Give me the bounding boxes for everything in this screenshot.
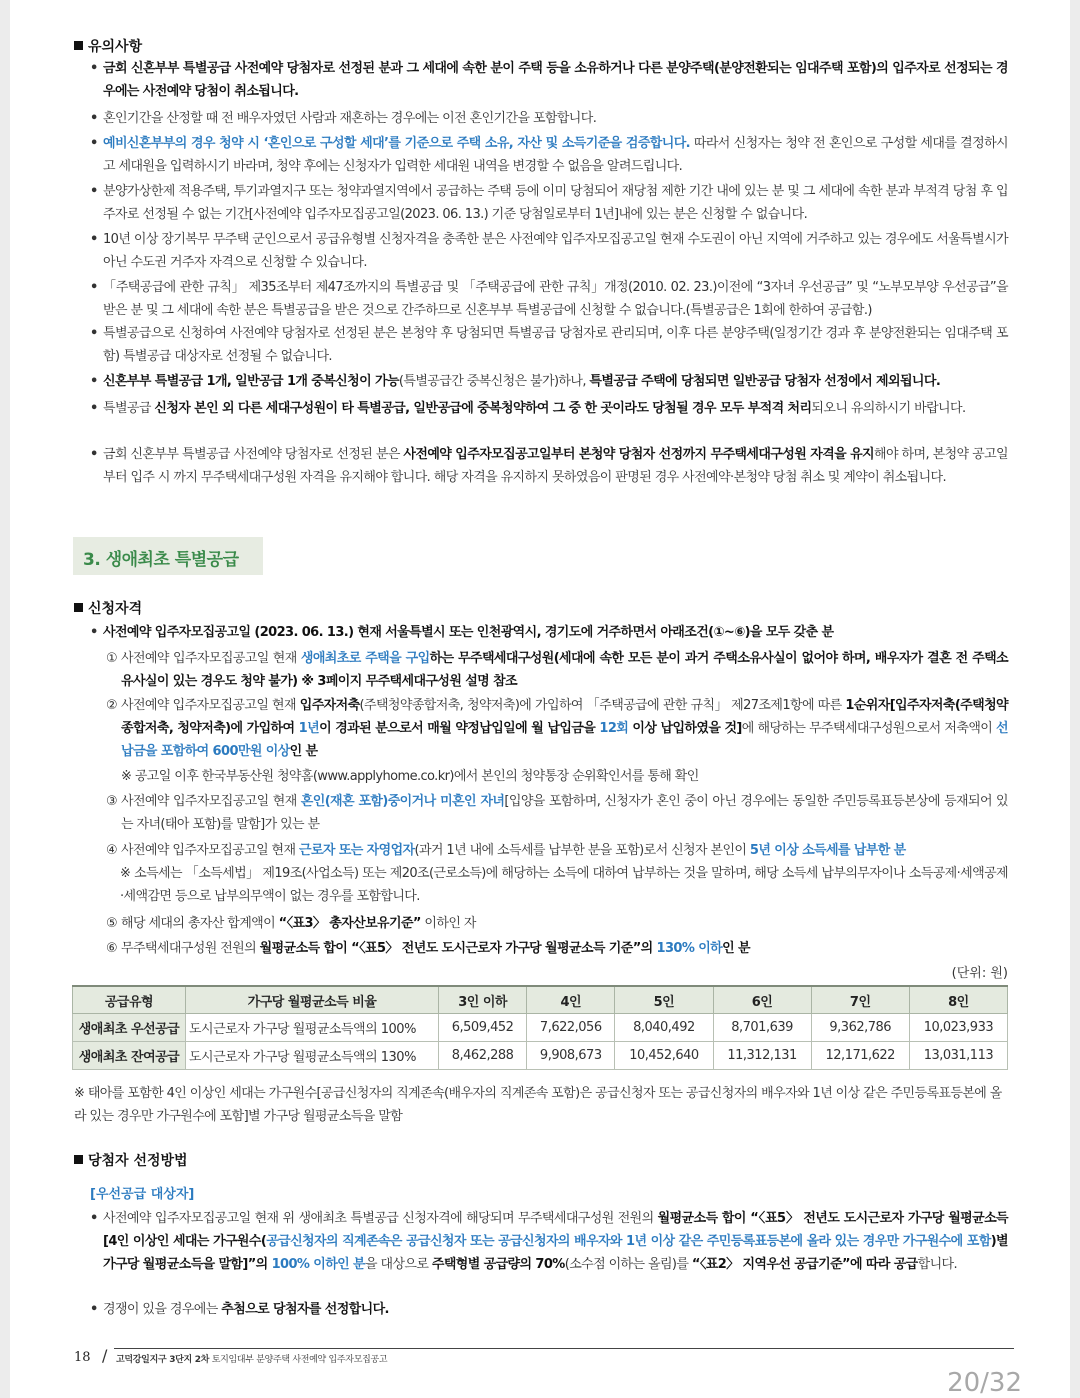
caution-item: • 예비신혼부부의 경우 청약 시 ‘혼인으로 구성할 세대’를 기준으로 주택 소유, 자산 및 소득기준을 검증합니다. 따라서 신청자는 청약 전 혼인으로 구성할 세대를 결정하시고 세대원을 입력하시기 바라며, 청약 후에는 신청자가 입력한 세대원 내역을 변경할 수 없음을 알려드립니다. xyxy=(90,136,1008,174)
table-cell: 11,312,131 xyxy=(713,1042,811,1070)
header-cell: 7인 xyxy=(811,986,909,1014)
caution-item: • 금회 신혼부부 특별공급 사전예약 당첨자로 선정된 분은 사전예약 입주자모집공고일부터 본청약 당첨자 선정까지 무주택세대구성원 자격을 유지해야 하며, 본청약 공고일부터 입주 시 까지 무주택세대구성원 자격을 유지해야 합니다. 해당 자격을 유지하지 못하였음이 판명된 경우 사전예약·본청약 당첨 취소 및 계약이 취소됩니다. xyxy=(90,447,1008,485)
viewer-page-count: 20/32 xyxy=(947,1368,1022,1398)
condition-3: ③ 사전예약 입주자모집공고일 현재 혼인(재혼 포함)중이거나 미혼인 자녀[입양을 포함하며, 신청자가 혼인 중이 아닌 경우에는 동일한 주민등록표등본상에 등재되어 있는 자녀(태아 포함)를 말함]가 있는 분 xyxy=(106,794,1009,832)
condition-6: ⑥ 무주택세대구성원 전원의 월평균소득 합이 “〈표5〉 전년도 도시근로자 가구당 월평균소득 기준”의 130% 이하인 분 xyxy=(106,941,750,956)
unit-label: (단위: 원) xyxy=(951,966,1008,981)
header-cell: 6인 xyxy=(713,986,811,1014)
table-cell: 9,908,673 xyxy=(527,1042,615,1070)
table-header-row xyxy=(73,986,1008,1014)
header-cell: 가구당 월평균소득 비율 xyxy=(186,986,439,1014)
table-note: ※ 태아를 포함한 4인 이상인 세대는 가구원수[공급신청자의 직계존속(배우자의 직계존속 포함)은 공급신청자 또는 공급신청자의 배우자와 1년 이상 같은 주민등록표등본에 올라 있는 경우만 가구원수에 포함]별 가구당 월평균소득을 말함 xyxy=(74,1086,1002,1124)
footer-title: 고덕강일지구 3단지 2차 토지임대부 분양주택 사전예약 입주자모집공고 xyxy=(116,1355,388,1365)
header-cell: 5인 xyxy=(615,986,713,1014)
eligibility-lead: • 사전예약 입주자모집공고일 (2023. 06. 13.) 현재 서울특별시 또는 인천광역시, 경기도에 거주하면서 아래조건(①~⑥)을 모두 갖춘 분 xyxy=(90,625,834,640)
header-cell: 공급유형 xyxy=(73,986,186,1014)
row-ratio: 도시근로자 가구당 월평균소득액의 130% xyxy=(186,1042,439,1070)
page-footer xyxy=(74,1348,1014,1368)
header-cell: 4인 xyxy=(527,986,615,1014)
table-cell: 8,462,288 xyxy=(439,1042,527,1070)
row-type: 생애최초 우선공급 xyxy=(73,1014,186,1042)
selection-subheading: [우선공급 대상자] xyxy=(90,1187,195,1202)
table-cell: 8,701,639 xyxy=(713,1014,811,1042)
table-cell: 10,452,640 xyxy=(615,1042,713,1070)
caution-item: • 특별공급으로 신청하여 사전예약 당첨자로 선정된 분은 본청약 후 당첨되면 특별공급 당첨자로 관리되며, 이후 다른 분양주택(일정기간 경과 후 분양전환되는 임대주택 포함) 특별공급 대상자로 선정될 수 없습니다. xyxy=(90,326,1008,364)
condition-4: ④ 사전예약 입주자모집공고일 현재 근로자 또는 자영업자(과거 1년 내에 소득세를 납부한 분을 포함)로서 신청자 본인이 5년 이상 소득세를 납부한 분 xyxy=(106,843,906,858)
section-title: 3. 생애최초 특별공급 xyxy=(73,537,263,575)
caution-item: • 분양가상한제 적용주택, 투기과열지구 또는 청약과열지역에서 공급하는 주택 등에 이미 당첨되어 재당첨 제한 기간 내에 있는 분 및 그 세대에 속한 분과 부적격 당첨 후 입주자로 선정될 수 없는 기간[사전예약 입주자모집공고일(2023. 06. 13.) 기준 당첨일로부터 1년]내에 있는 분은 신청할 수 없습니다. xyxy=(90,184,1008,222)
table-row xyxy=(73,1014,1008,1042)
document-page xyxy=(10,0,1070,1398)
eligibility-heading: 신청자격 xyxy=(74,598,142,618)
table-cell: 8,040,492 xyxy=(615,1014,713,1042)
caution-item: • 「주택공급에 관한 규칙」 제35조부터 제47조까지의 특별공급 및 「주택공급에 관한 규칙」개정(2010. 02. 23.)이전에 “3자녀 우선공급” 및 “노부모부양 우선공급”을 받은 분 및 그 세대에 속한 분은 특별공급을 받은 것으로 간주하므로 신혼부부 특별공급에 신청할 수 없습니다.(특별공급은 1회에 한하여 공급함.) xyxy=(90,280,1008,318)
row-type: 생애최초 잔여공급 xyxy=(73,1042,186,1070)
header-cell: 8인 xyxy=(909,986,1007,1014)
selection-item: • 사전예약 입주자모집공고일 현재 위 생애최초 특별공급 신청자격에 해당되며 무주택세대구성원 전원의 월평균소득 합이 “〈표5〉 전년도 도시근로자 가구당 월평균소득[4인 이상인 세대는 가구원수(공급신청자의 직계존속은 공급신청자 또는 공급신청자의 배우자와 1년 이상 같은 주민등록표등본에 올라 있는 경우만 가구원수에 포함)별 가구당 월평균소득을 말함]”의 100% 이하인 분을 대상으로 주택형별 공급량의 70%(소수점 이하는 올림)를 “〈표2〉 지역우선 공급기준”에 따라 공급합니다. xyxy=(90,1211,1008,1272)
table-cell: 13,031,113 xyxy=(909,1042,1007,1070)
table-cell: 9,362,786 xyxy=(811,1014,909,1042)
table-cell: 12,171,622 xyxy=(811,1042,909,1070)
cautions-heading: 유의사항 xyxy=(74,36,142,56)
income-table xyxy=(72,985,1008,1070)
condition-2: ② 사전예약 입주자모집공고일 현재 입주자저축(주택청약종합저축, 청약저축)에 가입하여 「주택공급에 관한 규칙」 제27조제1항에 따른 1순위자[입주자저축(주택청약종합저축, 청약저축)에 가입하여 1년이 경과된 분으로서 매월 약정납입일에 월 납입금을 12회 이상 납입하였을 것]에 해당하는 무주택세대구성원으로서 저축액이 선납금을 포함하여 600만원 이상인 분 xyxy=(106,698,1008,759)
table-row xyxy=(73,1042,1008,1070)
footer-rule xyxy=(114,1348,1014,1349)
caution-item: • 신혼부부 특별공급 1개, 일반공급 1개 중복신청이 가능(특별공급간 중복신청은 불가)하나, 특별공급 주택에 당첨되면 일반공급 당첨자 선정에서 제외됩니다. xyxy=(90,374,941,389)
footer-slash: / xyxy=(102,1346,108,1365)
row-ratio: 도시근로자 가구당 월평균소득액의 100% xyxy=(186,1014,439,1042)
header-cell: 3인 이하 xyxy=(439,986,527,1014)
selection-heading: 당첨자 선정방법 xyxy=(74,1150,188,1170)
caution-item: • 혼인기간을 산정할 때 전 배우자였던 사람과 재혼하는 경우에는 이전 혼인기간을 포함합니다. xyxy=(90,111,597,126)
table-cell: 6,509,452 xyxy=(439,1014,527,1042)
caution-item: • 특별공급 신청자 본인 외 다른 세대구성원이 타 특별공급, 일반공급에 중복청약하여 그 중 한 곳이라도 당첨될 경우 모두 부적격 처리되오니 유의하시기 바랍니다. xyxy=(90,401,966,416)
table-cell: 7,622,056 xyxy=(527,1014,615,1042)
caution-item: • 10년 이상 장기복무 무주택 군인으로서 공급유형별 신청자격을 충족한 분은 사전예약 입주자모집공고일 현재 수도권이 아닌 지역에 거주하고 있는 경우에도 서울특별시가 아닌 수도권 거주자 자격으로 신청할 수 있습니다. xyxy=(90,232,1008,270)
table-cell: 10,023,933 xyxy=(909,1014,1007,1042)
condition-1: ① 사전예약 입주자모집공고일 현재 생애최초로 주택을 구입하는 무주택세대구성원(세대에 속한 모든 분이 과거 주택소유사실이 없어야 하며, 배우자가 결혼 전 주택소유사실이 있는 경우도 청약 불가) ※ 3페이지 무주택세대구성원 설명 참조 xyxy=(106,651,1008,689)
condition-5: ⑤ 해당 세대의 총자산 합계액이 “〈표3〉 총자산보유기준” 이하인 자 xyxy=(106,916,476,931)
page-number: 18 xyxy=(74,1350,91,1365)
condition-2-note: ※ 공고일 이후 한국부동산원 청약홈(www.applyhome.co.kr)에서 본인의 청약통장 순위확인서를 통해 확인 xyxy=(121,769,699,784)
caution-item: • 금회 신혼부부 특별공급 사전예약 당첨자로 선정된 분과 그 세대에 속한 분이 주택 등을 소유하거나 다른 분양주택(분양전환되는 임대주택 포함)의 입주자로 선정되는 경우에는 사전예약 당첨이 취소됩니다. xyxy=(90,61,1008,99)
condition-4-note: ※ 소득세는 「소득세법」 제19조(사업소득) 또는 제20조(근로소득)에 해당하는 소득에 대하여 납부하는 것을 말하며, 해당 소득세 납부의무자이나 소득공제·세액공제·세액감면 등으로 납부의무액이 없는 경우를 포함합니다. xyxy=(120,866,1008,904)
selection-item: • 경쟁이 있을 경우에는 추첨으로 당첨자를 선정합니다. xyxy=(90,1302,389,1317)
